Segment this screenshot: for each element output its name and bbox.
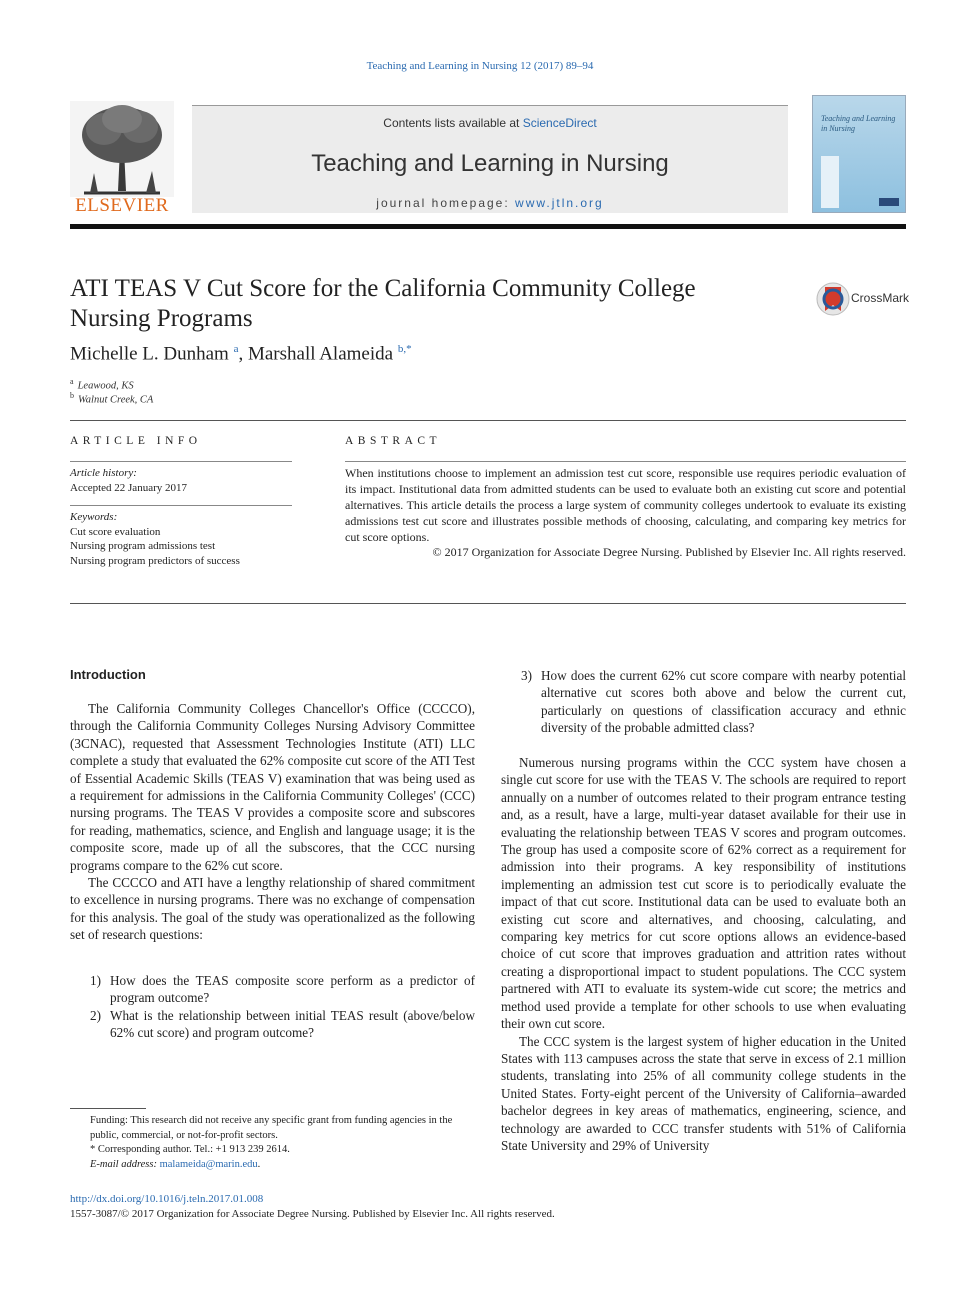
research-question xyxy=(90,1007,475,1042)
history-label: Article history: xyxy=(70,467,137,479)
abstract-heading: ABSTRACT xyxy=(345,435,442,447)
author-separator: , xyxy=(238,343,248,365)
issn-copyright: 1557-3087/© 2017 Organization for Associate Degree Nursing. Published by Elsevier Inc. All rights reserved. xyxy=(70,1208,555,1220)
journal-banner xyxy=(192,105,788,213)
contents-prefix: Contents lists available at xyxy=(383,116,523,130)
article-title: ATI TEAS V Cut Score for the California Community College Nursing Programs xyxy=(70,275,696,332)
abstract-text: When institutions choose to implement an admission test cut score, responsible use requires periodic evaluation of its impact. Institutional data from admitted students can be used to evaluate both an existing cut score and potential alternatives. This article details the process a large system of community colleges undertook to evaluate its existing admissions test cut score and illustrates possible methods of choosing, calculating, and comparing key metrics for cut score options. xyxy=(345,466,906,544)
affiliation-item xyxy=(70,391,153,406)
header-rule xyxy=(70,224,906,229)
paragraph: Numerous nursing programs within the CCC system have chosen a single cut score for use with the TEAS V. The schools are required to report annually on a number of outcomes related to their program entrance testing and, as a result, have a large, multi-year dataset available for their use in evaluating the relationship between TEAS V scores and program outcomes. The group has used a composite score of 62% correct as a requirement for admission into their programs. A key responsibility of institutions implementing an admission test cut score is to periodically evaluate the impact of that cut score. Institutional data can be used to evaluate both an existing cut score and alternatives, and choosing, calculating, and comparing key metrics for cut score options allows an evidence-based choice of cut score that improves graduation and attrition rates without creating a disproportional impact to student populations. The CCC system partnered with ATI to evaluate its system-wide cut score; the metrics and method used provide a template for other schools to use when evaluating their own cut score. xyxy=(501,755,906,1032)
footnotes xyxy=(70,1114,475,1172)
divider xyxy=(345,461,906,462)
affiliation-letter: b, xyxy=(397,343,407,355)
accepted-date: Accepted 22 January 2017 xyxy=(70,481,187,494)
keywords-block xyxy=(70,510,240,568)
right-column xyxy=(501,754,906,1154)
divider xyxy=(70,420,906,421)
homepage-prefix: journal homepage: xyxy=(376,196,516,210)
email-label: E-mail address: xyxy=(90,1158,160,1170)
affiliation-marker[interactable] xyxy=(398,343,412,355)
cover-panel xyxy=(821,156,839,208)
cover-badge xyxy=(879,198,899,206)
email-suffix: . xyxy=(257,1158,261,1170)
affiliation-text: Walnut Creek, CA xyxy=(78,394,154,406)
keywords-label: Keywords: xyxy=(70,511,118,523)
author-list xyxy=(70,343,412,365)
keyword: Nursing program predictors of success xyxy=(70,554,240,567)
email-link[interactable]: malameida@marin.edu xyxy=(159,1158,258,1170)
funding-note: Funding: This research did not receive any specific grant from funding agencies in the public, commercial, or not-for-profit sectors. xyxy=(90,1115,453,1141)
sciencedirect-link[interactable]: ScienceDirect xyxy=(522,116,597,130)
crossmark-icon xyxy=(816,281,850,317)
abstract-copyright: © 2017 Organization for Associate Degree Nursing. Published by Elsevier Inc. All rights reserved. xyxy=(432,545,906,559)
question-number: 2) xyxy=(90,1008,101,1023)
article-info-heading: ARTICLE INFO xyxy=(70,435,202,447)
affiliation-marker[interactable]: a xyxy=(233,343,239,355)
corresponding-author-note xyxy=(70,1143,475,1158)
section-heading: Introduction xyxy=(70,667,146,682)
keyword: Cut score evaluation xyxy=(70,525,161,538)
question-number: 1) xyxy=(90,973,101,988)
question-text: How does the current 62% cut score compare with nearby potential alternative cut scores both above and below the current cut, particularly on questions of classification accuracy and ethnic diversity of the probable admitted class? xyxy=(541,668,906,736)
keyword: Nursing program admissions test xyxy=(70,540,216,552)
paragraph: The CCCCO and ATI have a lengthy relationship of shared commitment to excellence in nursing programs. There was no exchange of compensation for this analysis. The goal of the study was operationalized as the following set of research questions: xyxy=(70,875,475,943)
affiliation-sup: a xyxy=(70,377,74,386)
homepage-link[interactable]: www.jtln.org xyxy=(515,196,604,210)
left-column xyxy=(70,700,475,944)
publisher-name: ELSEVIER xyxy=(75,195,169,216)
corresponding-text: Corresponding author. Tel.: +1 913 239 2614. xyxy=(97,1144,290,1155)
journal-cover-thumbnail[interactable] xyxy=(812,95,906,213)
divider xyxy=(70,461,292,462)
corresponding-star: * xyxy=(406,343,412,355)
divider xyxy=(70,603,906,604)
question-number: 3) xyxy=(521,668,532,683)
contents-line xyxy=(192,116,788,130)
doi-link[interactable]: http://dx.doi.org/10.1016/j.teln.2017.01.008 xyxy=(70,1193,264,1205)
author-name: Michelle L. Dunham xyxy=(70,343,229,365)
research-question xyxy=(521,667,906,737)
author-name: Marshall Alameida xyxy=(247,343,394,365)
footnote-rule xyxy=(70,1108,146,1109)
journal-title: Teaching and Learning in Nursing xyxy=(311,150,669,177)
paragraph: The California Community Colleges Chancellor's Office (CCCCO), through the California Community Colleges Nursing Advisory Committee (3CNAC), requested that Assessment Technologies Institute (ATI) LLC complete a study that evaluated the 62% composite cut score of the ATI Test of Essential Academic Skills (TEAS V) examination that was being used as a requirement for admissions in the California Community Colleges' (CCC) nursing programs. The TEAS V provides a composite score and subscores for reading, mathematics, science, and English and language usage; it is the composite score, made up of all the subscores, that the CCC nursing programs compare to the 62% cut score. xyxy=(70,701,475,873)
question-text: How does the TEAS composite score perform as a predictor of program outcome? xyxy=(110,973,475,1006)
cover-title: Teaching and Learning in Nursing xyxy=(821,114,896,133)
affiliation-text: Leawood, KS xyxy=(77,380,134,392)
email-note xyxy=(70,1158,475,1173)
divider xyxy=(70,505,292,506)
affiliation-item xyxy=(70,377,134,392)
research-question xyxy=(90,972,475,1007)
masthead xyxy=(70,93,906,217)
paragraph: The CCC system is the largest system of higher education in the United States with 113 campuses across the state that serve in excess of 2.1 million students, translating into 25% of all community college students in the United States. Forty-eight percent of the University of California–awarded bachelor degrees in key areas of mathematics, engineering, science, and technology are awarded to CCC transfer students with 51% of California State University and 29% of University xyxy=(501,1033,906,1153)
question-text: What is the relationship between initial TEAS result (above/below 62% cut score) and program outcome? xyxy=(110,1008,475,1041)
affiliation-sup: b xyxy=(70,391,74,400)
journal-homepage xyxy=(192,196,788,210)
article-history xyxy=(70,466,187,495)
corresponding-star: * xyxy=(90,1144,96,1155)
journal-citation[interactable]: Teaching and Learning in Nursing 12 (2017) 89–94 xyxy=(366,60,594,72)
crossmark-badge[interactable] xyxy=(816,281,908,317)
crossmark-label: CrossMark xyxy=(851,291,910,305)
